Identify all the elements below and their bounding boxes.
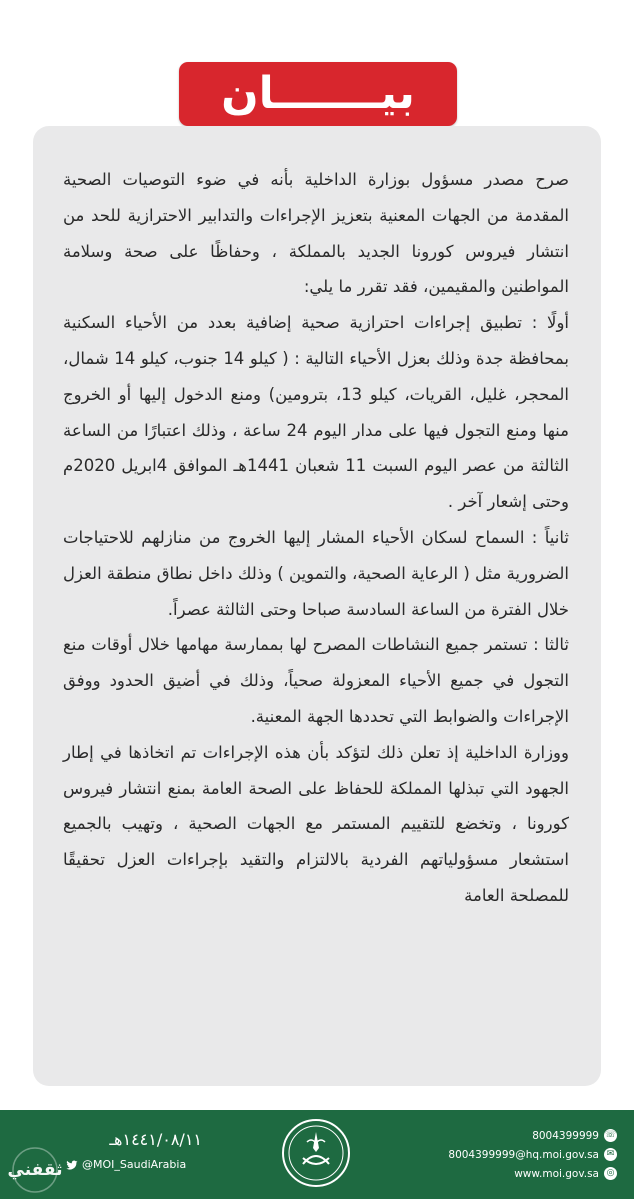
watermark-text: ثقفني [7, 1160, 63, 1180]
contact-website[interactable] [441, 1164, 617, 1183]
phone-number: 8004399999 [532, 1129, 599, 1142]
statement-body [63, 162, 569, 914]
saudi-emblem-icon [281, 1118, 351, 1188]
contact-email[interactable] [441, 1145, 617, 1164]
statement-card [33, 126, 601, 1086]
twitter-handle[interactable] [66, 1158, 186, 1171]
paragraph-first: أولًا : تطبيق إجراءات احترازية صحية إضافية بعدد من الأحياء السكنية بمحافظة جدة وذلك بعزل الأحياء التالية : ( كيلو 14 جنوب، كيلو 14 شمال، المحجر، غليل، القريات، كيلو 13، بترومين) ومنع الدخول إليها أو الخروج منها ومنع التجول فيها على مدار اليوم 24 ساعة ، وذلك اعتبارًا من الساعة الثالثة من عصر اليوم السبت 11 شعبان 1441هـ الموافق 4ابريل 2020م وحتى إشعار آخر . [63, 313, 569, 512]
statement-badge-box [179, 62, 457, 126]
email-address: 8004399999@hq.moi.gov.sa [448, 1148, 599, 1161]
paragraph-third: ثالثا : تستمر جميع النشاطات المصرح لها بممارسة مهامها خلال أوقات منع التجول في جميع الأحياء المعزولة صحياً، وذلك في أضيق الحدود ووفق الإجراءات والضوابط التي تحددها الجهة المعنية. [63, 635, 569, 726]
globe-icon: ◎ [604, 1167, 617, 1180]
phone-icon: ☏ [604, 1130, 617, 1140]
twitter-label: @MOI_SaudiArabia [82, 1158, 187, 1171]
footer [0, 1110, 634, 1199]
hijri-date: ١٤٤١/٠٨/١١هـ [109, 1130, 202, 1149]
website-url: www.moi.gov.sa [514, 1167, 599, 1180]
contact-list [441, 1126, 617, 1183]
contact-phone[interactable] [441, 1126, 617, 1145]
email-icon: ✉ [604, 1148, 617, 1161]
page-title: بيـــــــان [221, 68, 415, 119]
paragraph-closing: ووزارة الداخلية إذ تعلن ذلك لتؤكد بأن هذه الإجراءات تم اتخاذها في إطار الجهود التي تبذلها المملكة للحفاظ على الصحة العامة بمنع انتشار فيروس كورونا ، وتخضع للتقييم المستمر مع الجهات الصحية ، وتهيب بالجميع استشعار مسؤولياتهم الفردية بالالتزام والتقيد بإجراءات العزل تحقيقًا للمصلحة العامة [63, 742, 569, 905]
twitter-icon [66, 1159, 78, 1171]
watermark-logo [4, 1146, 66, 1194]
paragraph-second: ثانياً : السماح لسكان الأحياء المشار إليها الخروج من منازلهم للاحتياجات الضرورية مثل ( الرعاية الصحية، والتموين ) وذلك داخل نطاق منطقة العزل خلال الفترة من الساعة السادسة صباحا وحتى الثالثة عصراً. [63, 527, 569, 619]
paragraph-intro: صرح مصدر مسؤول بوزارة الداخلية بأنه في ضوء التوصيات الصحية المقدمة من الجهات المعنية بتعزيز الإجراءات والتدابير الاحترازية للحد من انتشار فيروس كورونا الجديد بالمملكة ، وحفاظًا على صحة وسلامة المواطنين والمقيمين، فقد تقرر ما يلي: [63, 170, 569, 297]
